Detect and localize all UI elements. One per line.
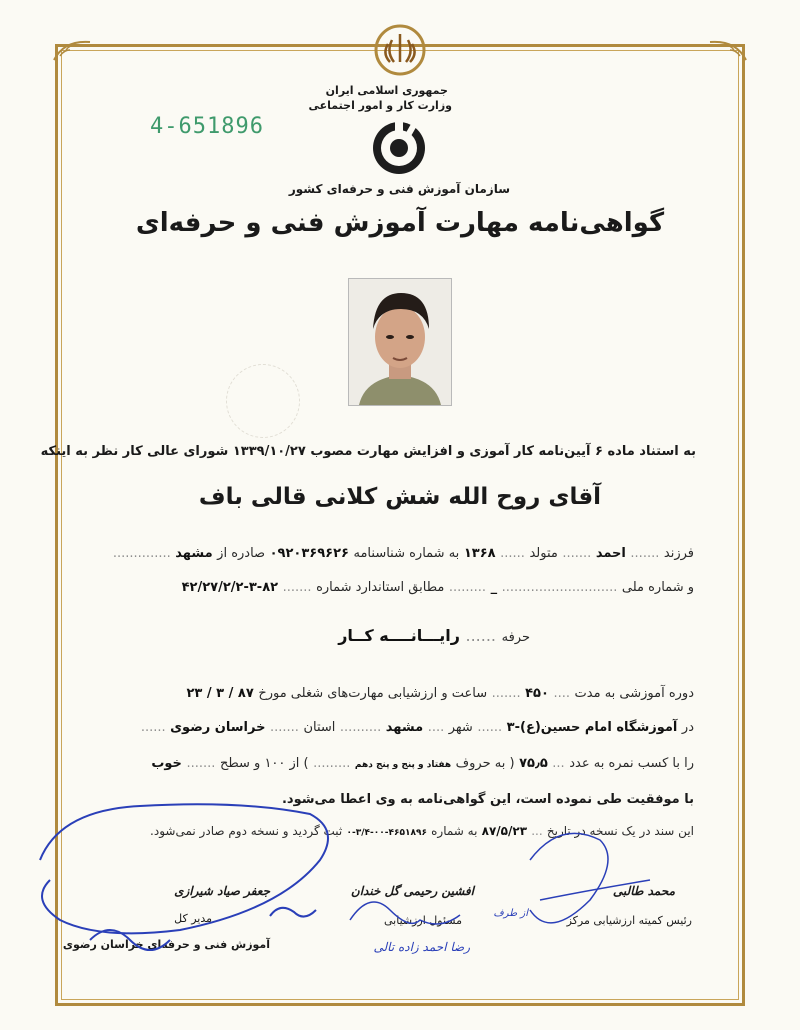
score-suffix: ) از ۱۰۰ و سطح <box>219 756 309 771</box>
corner-ornament-right-icon <box>706 36 750 64</box>
city-label: شهر <box>448 720 473 735</box>
person-photo-icon <box>349 279 451 405</box>
province-label: استان <box>303 720 336 735</box>
trade-label: حرفه <box>501 630 530 645</box>
issue-date: ۸۷/۵/۲۳ <box>481 824 528 838</box>
score-row: را با کسب نمره به عدد ... ۷۵٫۵ ( به حروف هفتاد و پنج و پنج دهم ......... ) از ۱۰۰ و سطح ....... خوب <box>151 756 694 771</box>
standard-row: و شماره ملی ............................ _ ......... مطابق استاندارد شماره ....... ۸۲-۳-۴۲/۲۷/۲/۲ <box>181 580 694 595</box>
serial-number: 4-651896 <box>150 114 264 139</box>
issued-from: مشهد <box>175 546 213 561</box>
center-row: در آموزشگاه امام حسین(ع)-۳ ...... شهر .... مشهد .......... استان ....... خراسان رضوی ...... <box>140 720 694 735</box>
region-line: آموزش فنی و حرفه‌ای خراسان رضوی <box>62 938 270 951</box>
level-value: خوب <box>151 756 182 771</box>
standard-label: مطابق استاندارد شماره <box>316 580 445 595</box>
footer-text-2: به شماره <box>431 824 478 838</box>
registration-row: این سند در یک نسخه در تاریخ ... ۸۷/۵/۲۳ به شماره ۴۶۵۱۸۹۶-۰۰-۳/۴-۰ ثبت گردید و نسخه دوم صادر نمی‌شود. <box>150 824 694 838</box>
center-prefix: در <box>681 720 694 735</box>
score-words: هفتاد و پنج و پنج دهم <box>354 760 452 770</box>
certificate-title: گواهی‌نامه مهارت آموزش فنی و حرفه‌ای <box>135 208 665 238</box>
personal-info-row: فرزند ....... احمد ....... متولد ...... ۱۳۶۸ به شماره شناسنامه ۰۹۲۰۳۶۹۶۲۶ صادره از مشهد .............. <box>112 546 694 561</box>
ministry-name: وزارت کار و امور اجتماعی <box>308 99 452 112</box>
government-name: جمهوری اسلامی ایران <box>325 84 448 97</box>
trade-row: حرفه ...... رایـــانــــه کــار <box>338 626 530 645</box>
center-name: آموزشگاه امام حسین(ع)-۳ <box>506 720 678 735</box>
father-name: احمد <box>595 546 626 561</box>
id-label: به شماره شناسنامه <box>353 546 460 561</box>
handwritten-note-2: رضا احمد زاده تالی <box>373 940 470 954</box>
organization-name: سازمان آموزش فنی و حرفه‌ای کشور <box>288 182 510 196</box>
standard-number: ۸۲-۳-۴۲/۲۷/۲/۲ <box>181 580 279 595</box>
score-number: ۷۵٫۵ <box>519 756 548 771</box>
course-date: ۸۷ / ۳ / ۲۳ <box>186 686 254 701</box>
issued-label: صادره از <box>217 546 266 561</box>
score-label: را با کسب نمره به عدد <box>569 756 694 771</box>
signature-role-3: مدیر کل <box>174 912 212 925</box>
course-text: ساعت و ارزشیابی مهارت‌های شغلی مورخ <box>258 686 488 701</box>
standard-dash: _ <box>490 580 498 595</box>
score-words-label: ( به حروف <box>455 756 515 771</box>
signature-role-1: رئیس کمیته ارزشیابی مرکز <box>566 914 692 927</box>
born-label: متولد <box>529 546 558 561</box>
footer-text-3: ثبت گردید و نسخه دوم صادر نمی‌شود. <box>150 824 343 838</box>
legal-basis-text: به استناد ماده ۶ آیین‌نامه کار آموزی و افزایش مهارت مصوب ۱۳۳۹/۱۰/۲۷ شورای عالی کار نظر به اینکه <box>40 444 696 459</box>
city-name: مشهد <box>385 720 424 735</box>
trade-value: رایـــانــــه کــار <box>338 626 460 645</box>
footer-text-1: این سند در یک نسخه در تاریخ <box>546 824 694 838</box>
corner-ornament-left-icon <box>50 36 94 64</box>
national-id-label: و شماره ملی <box>621 580 694 595</box>
signature-role-2: مسئول ارزشیابی <box>384 914 462 927</box>
id-number: ۰۹۲۰۳۶۹۶۲۶ <box>269 546 349 561</box>
faint-stamp <box>226 364 300 438</box>
signature-name-1: محمد طالبی <box>612 884 675 898</box>
signature-name-2: افشین رحیمی گل خندان <box>350 884 474 898</box>
course-label: دوره آموزشی به مدت <box>574 686 694 701</box>
course-row: دوره آموزشی به مدت .... ۴۵۰ ....... ساعت و ارزشیابی مهارت‌های شغلی مورخ ۸۷ / ۳ / ۲۳ <box>186 686 694 701</box>
holder-name: آقای روح الله شش کلانی قالی باف <box>198 484 602 510</box>
organization-logo-icon <box>368 118 430 178</box>
holder-photo <box>348 278 452 406</box>
province-name: خراسان رضوی <box>170 720 266 735</box>
success-text: با موفقیت طی نموده است، این گواهی‌نامه به وی اعطا می‌شود. <box>281 792 694 807</box>
course-hours: ۴۵۰ <box>525 686 549 701</box>
signature-name-3: جعفر صیاد شیرازی <box>174 884 270 898</box>
handwritten-note-1: از طرف <box>493 908 528 919</box>
father-label: فرزند <box>663 546 694 561</box>
register-number: ۴۶۵۱۸۹۶-۰۰-۳/۴-۰ <box>346 828 427 838</box>
iran-emblem-icon <box>372 20 428 82</box>
birth-year: ۱۳۶۸ <box>463 546 496 561</box>
